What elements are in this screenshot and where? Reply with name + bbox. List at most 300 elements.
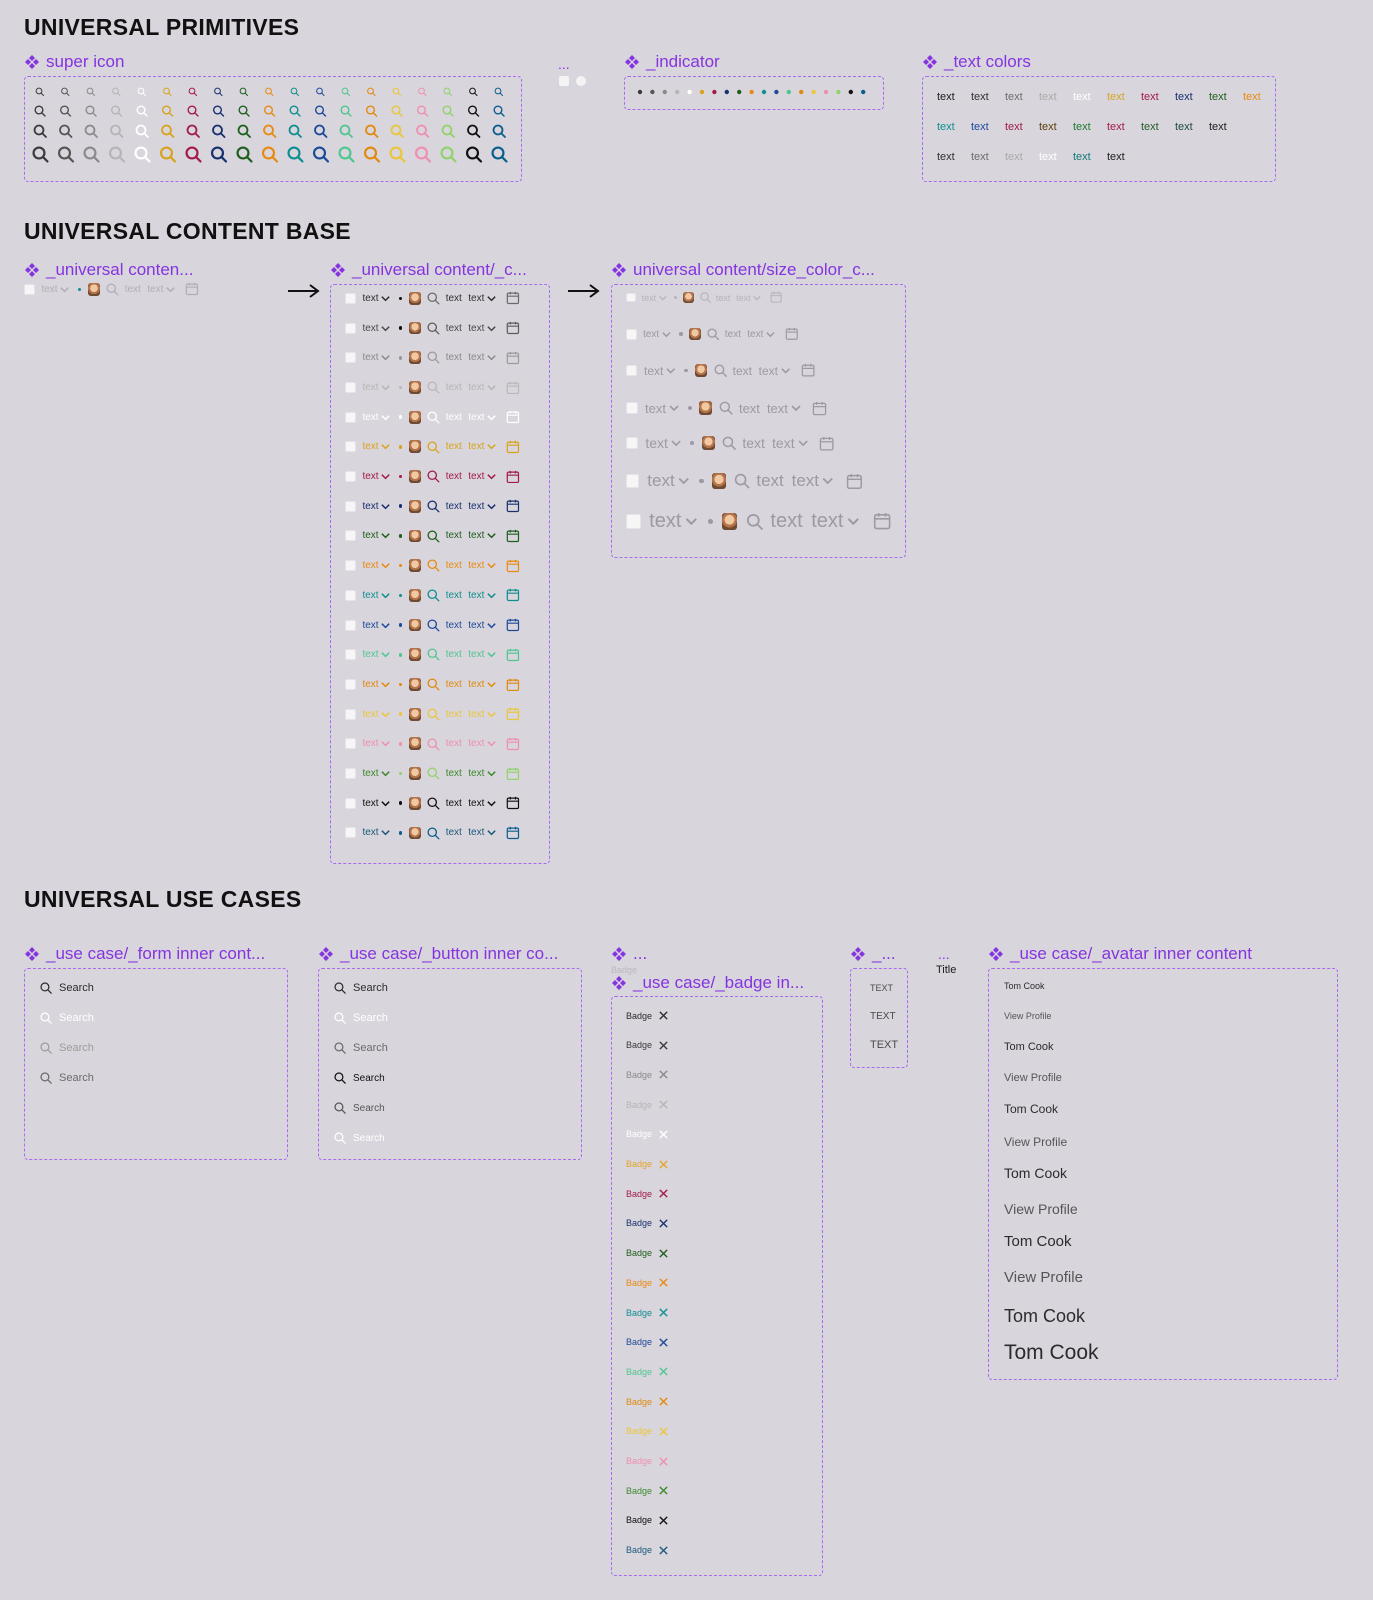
calendar-icon[interactable]	[506, 410, 520, 424]
checkbox[interactable]	[626, 365, 637, 376]
text-label: text	[468, 471, 485, 483]
chevron-down-icon[interactable]	[486, 649, 497, 660]
text-label: text	[468, 619, 485, 631]
badge[interactable]	[626, 1099, 669, 1110]
close-icon[interactable]	[658, 1010, 669, 1021]
view-profile-link[interactable]: View Profile	[1004, 1135, 1068, 1149]
search-icon	[392, 106, 402, 116]
chevron-down-icon[interactable]	[380, 709, 391, 720]
calendar-icon[interactable]	[506, 351, 520, 365]
avatar	[409, 351, 421, 364]
search-button[interactable]	[333, 1101, 385, 1115]
calendar-icon[interactable]	[185, 282, 199, 296]
checkbox[interactable]	[626, 514, 641, 529]
search-icon	[290, 106, 300, 116]
ellipsis-label[interactable]: ...	[558, 56, 570, 72]
search-icon	[315, 126, 326, 137]
search-icon	[426, 469, 441, 484]
chevron-down-icon[interactable]	[780, 365, 791, 376]
chevron-down-icon[interactable]	[486, 382, 497, 393]
text-sample: text	[1175, 91, 1193, 103]
chevron-down-icon[interactable]	[486, 501, 497, 512]
checkbox[interactable]	[626, 329, 637, 340]
text-label: text	[445, 530, 462, 542]
universal-content-c-frame	[330, 284, 550, 864]
text-sample: text	[1039, 121, 1057, 133]
search-item[interactable]	[39, 981, 94, 995]
chevron-down-icon[interactable]	[380, 649, 391, 660]
search-button[interactable]	[333, 1131, 385, 1145]
universal-content-row[interactable]	[345, 350, 520, 365]
checkbox[interactable]	[345, 352, 356, 363]
text-label: text	[362, 292, 379, 304]
component-title-super-icon[interactable]	[24, 52, 124, 72]
chevron-down-icon[interactable]	[486, 620, 497, 631]
search-item[interactable]	[39, 1011, 94, 1025]
component-title-avatar[interactable]	[988, 944, 1252, 964]
calendar-icon[interactable]	[506, 440, 520, 454]
text-label: text	[468, 530, 485, 542]
checkbox[interactable]	[345, 768, 356, 779]
search-button[interactable]	[333, 1011, 388, 1025]
close-icon[interactable]	[658, 1159, 669, 1170]
chevron-down-icon[interactable]	[380, 412, 391, 423]
chevron-down-icon[interactable]	[658, 293, 668, 303]
chevron-down-icon[interactable]	[380, 293, 391, 304]
checkbox[interactable]	[345, 501, 356, 512]
avatar	[409, 648, 421, 661]
badge[interactable]	[626, 1456, 669, 1467]
search-icon	[35, 126, 46, 137]
indicator-dot	[399, 683, 403, 687]
text-label: text	[445, 619, 462, 631]
checkbox[interactable]	[626, 293, 636, 303]
badge[interactable]	[626, 1069, 669, 1080]
calendar-icon[interactable]	[506, 618, 520, 632]
chevron-down-icon[interactable]	[486, 441, 497, 452]
view-profile-link[interactable]: View Profile	[1004, 1269, 1083, 1286]
component-title-button[interactable]	[318, 944, 558, 964]
badge[interactable]	[626, 1545, 669, 1556]
checkbox[interactable]	[345, 471, 356, 482]
search-icon	[213, 126, 224, 137]
universal-content-row[interactable]	[626, 327, 799, 341]
calendar-icon[interactable]	[506, 529, 520, 543]
chevron-down-icon[interactable]	[486, 679, 497, 690]
badge-label: Badge	[626, 1188, 653, 1199]
calendar-icon[interactable]	[506, 707, 520, 721]
text-label: text	[445, 589, 462, 601]
universal-content-row[interactable]	[345, 766, 520, 781]
badge[interactable]	[626, 1040, 669, 1051]
search-icon	[291, 88, 298, 95]
badge[interactable]	[626, 1366, 669, 1377]
universal-content-row[interactable]	[345, 647, 520, 662]
calendar-icon[interactable]	[506, 737, 520, 751]
avatar	[409, 619, 421, 632]
universal-content-row[interactable]	[626, 435, 834, 451]
checkbox[interactable]	[345, 738, 356, 749]
toggle-circle[interactable]	[576, 76, 586, 86]
search-label: Search	[353, 1042, 388, 1054]
chevron-down-icon[interactable]	[684, 514, 699, 529]
indicator-dot	[836, 90, 840, 94]
badge[interactable]	[626, 1426, 669, 1437]
universal-content-row[interactable]	[345, 469, 520, 484]
chevron-down-icon[interactable]	[661, 329, 672, 340]
calendar-icon[interactable]	[506, 767, 520, 781]
chevron-down-icon[interactable]	[797, 437, 809, 449]
section-title-primitives: UNIVERSAL PRIMITIVES	[24, 14, 300, 40]
text-label: text	[811, 510, 844, 532]
badge-label: Badge	[626, 1010, 653, 1021]
badge-label: Badge	[626, 1366, 653, 1377]
component-title-indicator[interactable]	[624, 52, 720, 72]
search-icon	[426, 529, 441, 544]
checkbox[interactable]	[345, 560, 356, 571]
chevron-down-icon[interactable]	[380, 501, 391, 512]
component-icon	[850, 946, 866, 962]
checkbox[interactable]	[345, 382, 356, 393]
indicator-dot	[399, 801, 403, 805]
checkbox[interactable]	[345, 798, 356, 809]
calendar-icon[interactable]	[506, 381, 520, 395]
badge[interactable]	[626, 1159, 669, 1170]
close-icon[interactable]	[658, 1218, 669, 1229]
text-sample: text	[1073, 151, 1091, 163]
component-title-text-colors[interactable]	[922, 52, 1031, 72]
chevron-down-icon[interactable]	[380, 560, 391, 571]
universal-content-row[interactable]	[24, 282, 199, 297]
close-icon[interactable]	[658, 1426, 669, 1437]
universal-content-row[interactable]	[345, 380, 520, 395]
text-label: text	[649, 510, 682, 532]
text-label: text	[362, 827, 379, 839]
chevron-down-icon[interactable]	[380, 471, 391, 482]
badge[interactable]	[626, 1129, 669, 1140]
universal-content-row[interactable]	[345, 558, 520, 573]
text-label: text	[445, 322, 462, 334]
checkbox[interactable]	[626, 474, 639, 487]
calendar-icon[interactable]	[801, 363, 815, 377]
calendar-icon[interactable]	[506, 678, 520, 692]
checkbox[interactable]	[626, 437, 638, 449]
super-icon-frame	[24, 76, 522, 182]
search-icon	[713, 363, 728, 378]
search-icon	[137, 126, 148, 137]
component-title-badge[interactable]	[611, 973, 804, 993]
chevron-down-icon[interactable]	[486, 352, 497, 363]
checkbox[interactable]	[345, 590, 356, 601]
calendar-icon[interactable]	[506, 826, 520, 840]
chevron-down-icon[interactable]	[670, 437, 682, 449]
close-icon[interactable]	[658, 1366, 669, 1377]
checkbox[interactable]	[626, 402, 638, 414]
view-profile-link[interactable]: View Profile	[1004, 1201, 1078, 1217]
chevron-down-icon[interactable]	[486, 530, 497, 541]
size-color-frame	[611, 284, 906, 558]
avatar	[409, 708, 421, 721]
close-icon[interactable]	[658, 1515, 669, 1526]
indicator-dot	[399, 653, 403, 657]
toggle-square[interactable]	[559, 76, 569, 86]
universal-content-row[interactable]	[626, 400, 827, 416]
universal-content-row[interactable]	[626, 291, 783, 304]
indicator-dot	[749, 90, 753, 94]
chevron-down-icon[interactable]	[790, 402, 802, 414]
search-icon	[426, 677, 441, 692]
search-icon	[426, 618, 441, 633]
indicator-dot	[399, 772, 403, 776]
close-icon[interactable]	[658, 1129, 669, 1140]
chevron-down-icon[interactable]	[380, 590, 391, 601]
universal-content-row[interactable]	[345, 499, 520, 514]
text-label: text	[445, 292, 462, 304]
component-title-form[interactable]	[24, 944, 265, 964]
chevron-down-icon[interactable]	[821, 474, 834, 487]
checkbox[interactable]	[345, 827, 356, 838]
badge[interactable]	[626, 1396, 669, 1407]
badge[interactable]	[626, 1515, 669, 1526]
universal-content-row[interactable]	[345, 291, 520, 306]
universal-content-row[interactable]	[345, 796, 520, 811]
ellipsis-title[interactable]: ...	[938, 946, 950, 962]
text-sample: text	[937, 151, 955, 163]
search-button[interactable]	[333, 1041, 388, 1055]
calendar-icon[interactable]	[506, 499, 520, 513]
close-icon[interactable]	[658, 1099, 669, 1110]
close-icon[interactable]	[658, 1545, 669, 1556]
indicator-dot	[399, 445, 403, 449]
view-profile-link[interactable]: View Profile	[1004, 1011, 1052, 1021]
search-item[interactable]	[39, 1071, 94, 1085]
universal-content-row[interactable]	[345, 737, 520, 752]
avatar	[409, 827, 421, 840]
text-label: text	[362, 797, 379, 809]
checkbox[interactable]	[345, 709, 356, 720]
text-label: text	[362, 560, 379, 572]
text-label: text	[362, 441, 379, 453]
universal-content-row[interactable]	[345, 529, 520, 544]
search-icon	[426, 826, 441, 841]
calendar-icon[interactable]	[846, 473, 863, 490]
badge-label: Badge	[626, 1337, 653, 1348]
close-icon[interactable]	[658, 1069, 669, 1080]
close-icon[interactable]	[658, 1485, 669, 1496]
checkbox[interactable]	[345, 620, 356, 631]
badge[interactable]	[626, 1337, 669, 1348]
chevron-down-icon[interactable]	[380, 798, 391, 809]
search-icon	[239, 106, 249, 116]
checkbox[interactable]	[345, 679, 356, 690]
chevron-down-icon[interactable]	[486, 827, 497, 838]
search-button[interactable]	[333, 1071, 385, 1085]
search-icon	[365, 148, 379, 162]
universal-content-row[interactable]	[345, 707, 520, 722]
component-title-label: _indicator	[646, 52, 720, 71]
universal-content-row[interactable]	[345, 410, 520, 425]
chevron-down-icon[interactable]	[765, 329, 776, 340]
search-item[interactable]	[39, 1041, 94, 1055]
search-icon	[333, 1131, 347, 1145]
avatar	[722, 513, 738, 530]
section-title-content-base: UNIVERSAL CONTENT BASE	[24, 218, 351, 244]
text-label: text	[715, 292, 731, 303]
chevron-down-icon[interactable]	[846, 514, 861, 529]
close-icon[interactable]	[658, 1040, 669, 1051]
search-icon	[391, 148, 405, 162]
search-label: Search	[59, 982, 94, 994]
badge[interactable]	[626, 1277, 669, 1288]
chevron-down-icon[interactable]	[677, 474, 690, 487]
text-label: text	[738, 400, 760, 416]
calendar-icon[interactable]	[506, 796, 520, 810]
component-title-text-small[interactable]	[850, 944, 896, 964]
calendar-icon[interactable]	[506, 648, 520, 662]
indicator-dot	[638, 90, 642, 94]
text-label: text	[468, 738, 485, 750]
search-icon	[417, 126, 428, 137]
calendar-icon[interactable]	[873, 512, 891, 530]
component-title-ellipsis-badge[interactable]	[611, 944, 647, 964]
calendar-icon[interactable]	[506, 470, 520, 484]
chevron-down-icon[interactable]	[665, 365, 676, 376]
universal-content-row[interactable]	[626, 471, 863, 491]
chevron-down-icon[interactable]	[380, 738, 391, 749]
chevron-down-icon[interactable]	[380, 679, 391, 690]
chevron-down-icon[interactable]	[486, 560, 497, 571]
calendar-icon[interactable]	[506, 321, 520, 335]
search-icon	[238, 148, 252, 162]
search-icon	[105, 282, 120, 297]
chevron-down-icon[interactable]	[752, 293, 762, 303]
chevron-down-icon[interactable]	[59, 284, 70, 295]
close-icon[interactable]	[658, 1277, 669, 1288]
chevron-down-icon[interactable]	[380, 530, 391, 541]
avatar	[409, 737, 421, 750]
badge[interactable]	[626, 1248, 669, 1259]
checkbox[interactable]	[345, 530, 356, 541]
chevron-down-icon[interactable]	[380, 827, 391, 838]
chevron-down-icon[interactable]	[380, 382, 391, 393]
chevron-down-icon[interactable]	[486, 293, 497, 304]
text-sample: text	[971, 91, 989, 103]
search-icon	[745, 512, 765, 532]
universal-content-row[interactable]	[626, 363, 815, 378]
checkbox[interactable]	[345, 649, 356, 660]
calendar-icon[interactable]	[506, 588, 520, 602]
close-icon[interactable]	[658, 1307, 669, 1318]
view-profile-link[interactable]: View Profile	[1004, 1072, 1062, 1084]
text-label: text	[772, 435, 795, 452]
button-frame	[318, 968, 582, 1160]
chevron-down-icon[interactable]	[486, 738, 497, 749]
badge[interactable]	[626, 1010, 669, 1021]
chevron-down-icon[interactable]	[380, 352, 391, 363]
checkbox[interactable]	[345, 441, 356, 452]
text-label: text	[644, 363, 664, 378]
chevron-down-icon[interactable]	[668, 402, 680, 414]
search-icon	[368, 88, 375, 95]
badge-label: Badge	[626, 1040, 653, 1051]
avatar-name: Tom Cook	[1004, 1306, 1086, 1326]
chevron-down-icon[interactable]	[380, 323, 391, 334]
component-title-size-color[interactable]	[611, 260, 875, 280]
indicator-dot	[737, 90, 741, 94]
search-icon	[333, 1011, 347, 1025]
text-label: text	[124, 283, 141, 295]
checkbox[interactable]	[345, 323, 356, 334]
close-icon[interactable]	[658, 1337, 669, 1348]
text-sample: text	[1005, 121, 1023, 133]
chevron-down-icon[interactable]	[486, 412, 497, 423]
text-label: text	[468, 768, 485, 780]
calendar-icon[interactable]	[812, 401, 827, 416]
badge[interactable]	[626, 1218, 669, 1229]
calendar-icon[interactable]	[506, 559, 520, 573]
text-sample: text	[1107, 91, 1125, 103]
chevron-down-icon[interactable]	[486, 590, 497, 601]
search-icon	[215, 88, 222, 95]
chevron-down-icon[interactable]	[486, 709, 497, 720]
chevron-down-icon[interactable]	[380, 620, 391, 631]
chevron-down-icon[interactable]	[486, 798, 497, 809]
arrow-right-icon	[566, 281, 602, 301]
calendar-icon[interactable]	[785, 327, 799, 341]
checkbox[interactable]	[24, 284, 35, 295]
chevron-down-icon[interactable]	[486, 323, 497, 334]
component-title-universal-content[interactable]	[24, 260, 193, 280]
checkbox[interactable]	[345, 293, 356, 304]
universal-content-row[interactable]	[345, 440, 520, 455]
universal-content-row[interactable]	[345, 826, 520, 841]
universal-content-row[interactable]	[345, 588, 520, 603]
component-icon	[611, 946, 627, 962]
badge-label: Badge	[626, 1515, 653, 1526]
badge[interactable]	[626, 1485, 669, 1496]
search-icon	[341, 106, 351, 116]
text-label: text	[362, 322, 379, 334]
close-icon[interactable]	[658, 1188, 669, 1199]
universal-content-row[interactable]	[345, 321, 520, 336]
universal-content-row[interactable]	[626, 510, 891, 533]
chevron-down-icon[interactable]	[380, 768, 391, 779]
chevron-down-icon[interactable]	[165, 284, 176, 295]
universal-content-row[interactable]	[345, 677, 520, 692]
universal-content-row[interactable]	[345, 618, 520, 633]
text-label: text	[445, 500, 462, 512]
search-icon	[189, 88, 196, 95]
chevron-down-icon[interactable]	[486, 471, 497, 482]
badge[interactable]	[626, 1188, 669, 1199]
search-button[interactable]	[333, 981, 388, 995]
close-icon[interactable]	[658, 1456, 669, 1467]
badge[interactable]	[626, 1307, 669, 1318]
checkbox[interactable]	[345, 412, 356, 423]
search-icon	[426, 291, 441, 306]
close-icon[interactable]	[658, 1396, 669, 1407]
chevron-down-icon[interactable]	[380, 441, 391, 452]
search-icon	[110, 148, 124, 162]
calendar-icon[interactable]	[819, 436, 834, 451]
component-title-universal-content-c[interactable]	[330, 260, 527, 280]
search-icon	[341, 126, 352, 137]
calendar-icon[interactable]	[770, 291, 782, 303]
calendar-icon[interactable]	[506, 291, 520, 305]
text-label: text	[362, 678, 379, 690]
chevron-down-icon[interactable]	[486, 768, 497, 779]
close-icon[interactable]	[658, 1248, 669, 1259]
